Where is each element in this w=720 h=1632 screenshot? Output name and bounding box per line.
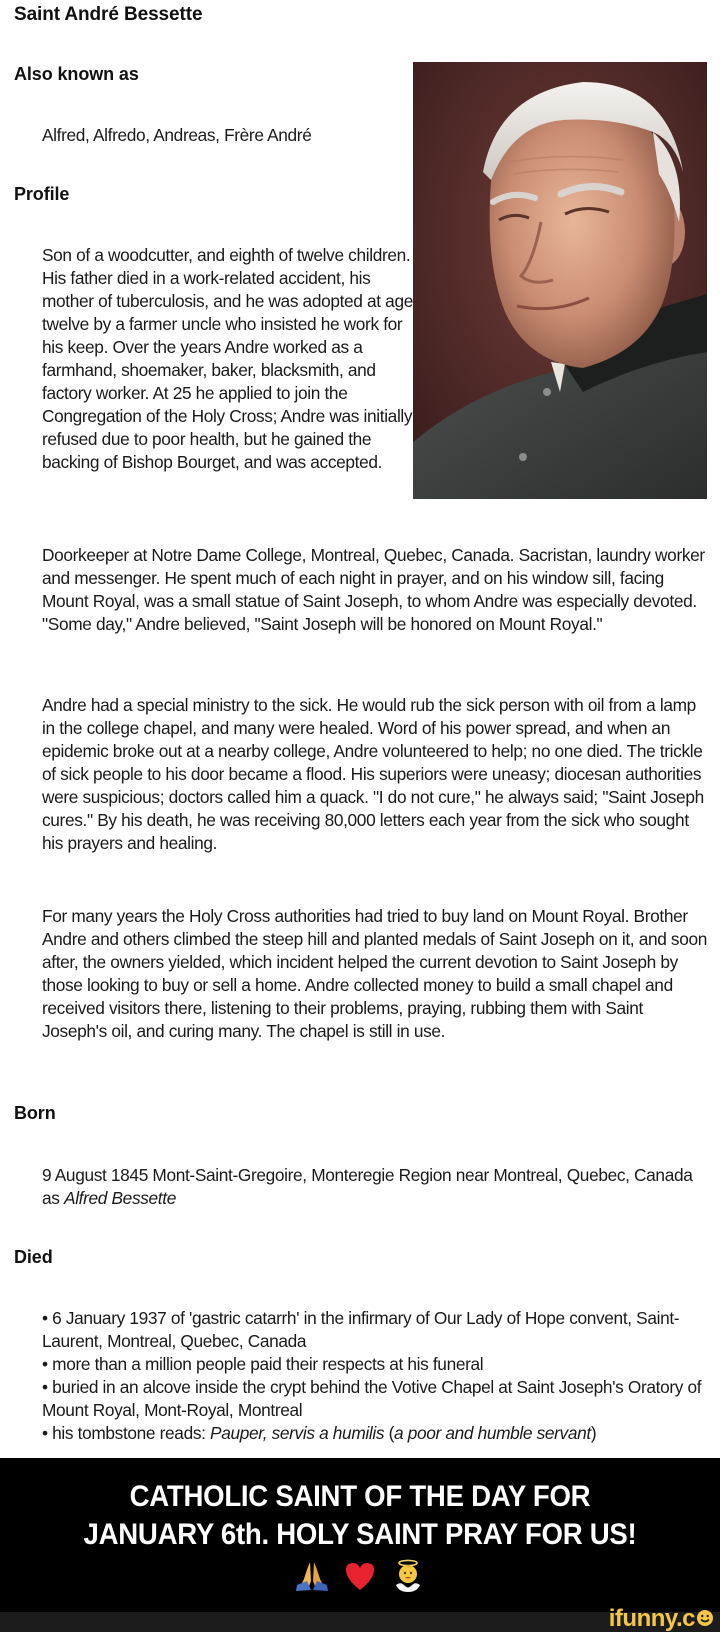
portrait-image	[413, 62, 707, 499]
died-heading: Died	[14, 1247, 53, 1267]
born-date-place: 9 August 1845 Mont-Saint-Gregoire, Monteregie Region near Montreal, Quebec, Canada as	[42, 1165, 693, 1208]
profile-paragraph-3: Andre had a special ministry to the sick. He would rub the sick person with oil from a lamp in the college chapel, and many were healed. Word of his power spread, and when an epidemic broke out at a nearby college, Andre volunteered to help; no one died. The trickle of sick people to his door became a flood. His superiors were uneasy; diocesan authorities were suspicious; doctors called him a quack. "I do not cure," he always said; "Saint Joseph cures." By his death, he was receiving 80,000 letters each year from the sick who sought his prayers and healing.	[42, 695, 704, 853]
tombstone-prefix: • his tombstone reads:	[42, 1423, 211, 1443]
banner-line-1: CATHOLIC SAINT OF THE DAY FOR	[129, 1480, 591, 1513]
emoji-row	[0, 1558, 720, 1594]
caption-banner	[0, 1458, 720, 1612]
banner-line-2: JANUARY 6th. HOLY SAINT PRAY FOR US!	[83, 1518, 637, 1551]
smiley-icon	[696, 1607, 714, 1632]
tombstone-latin: Pauper, servis a humilis	[210, 1423, 385, 1443]
profile-paragraph-4: For many years the Holy Cross authorities had tried to buy land on Mount Royal. Brother Andre and others climbed the steep hill and planted medals of Saint Joseph on it, and soon after, the owners yielded, which incident helped the current devotion to Saint Joseph by those looking to buy or sell a home. Andre collected money to build a small chapel and received visitors there, listening to their problems, praying, rubbing them with Saint Joseph's oil, and curing many. The chapel is still in use.	[42, 906, 708, 1041]
folded-hands-icon	[295, 1559, 329, 1593]
born-text	[42, 1164, 710, 1210]
page-title: Saint André Bessette	[14, 4, 203, 25]
red-heart-icon	[343, 1559, 377, 1593]
paren-close: )	[590, 1423, 597, 1443]
watermark-text: ifunny.c	[608, 1605, 695, 1632]
tombstone-translation: a poor and humble servant	[393, 1423, 591, 1443]
died-item: • buried in an alcove inside the crypt behind the Votive Chapel at Saint Joseph's Oratory of Mount Royal, Mont-Royal, Montreal	[42, 1377, 702, 1420]
profile-paragraph-1: Son of a woodcutter, and eighth of twelve children. His father died in a work-related accident, his mother of tuberculosis, and he was adopted at age twelve by a farmer uncle who insisted he work for his keep. Over the years Andre worked as a farmhand, shoemaker, baker, blacksmith, and factory worker. At 25 he applied to join the Congregation of the Holy Cross; Andre was initially refused due to poor health, but he gained the backing of Bishop Bourget, and was accepted.	[42, 245, 413, 472]
born-heading: Born	[14, 1103, 56, 1123]
died-item: • 6 January 1937 of 'gastric catarrh' in the infirmary of Our Lady of Hope convent, Saint-Laurent, Montreal, Quebec, Canada	[42, 1308, 680, 1351]
aka-text: Alfred, Alfredo, Andreas, Frère André	[42, 125, 312, 145]
profile-heading: Profile	[14, 184, 70, 204]
aka-heading: Also known as	[14, 64, 139, 84]
paren-open: (	[384, 1423, 394, 1443]
died-item: • more than a million people paid their respects at his funeral	[42, 1354, 484, 1374]
ifunny-watermark[interactable]	[609, 1606, 714, 1632]
footer-bar	[0, 1605, 720, 1632]
died-item-tombstone	[42, 1422, 710, 1445]
died-list	[42, 1307, 710, 1445]
baby-angel-icon	[391, 1559, 425, 1593]
profile-paragraph-2: Doorkeeper at Notre Dame College, Montreal, Quebec, Canada. Sacristan, laundry worker and messenger. He spent much of each night in prayer, and on his window sill, facing Mount Royal, was a small statue of Saint Joseph, to whom Andre was especially devoted. "Some day," Andre believed, "Saint Joseph will be honored on Mount Royal."	[42, 545, 705, 634]
birth-name: Alfred Bessette	[64, 1188, 176, 1208]
